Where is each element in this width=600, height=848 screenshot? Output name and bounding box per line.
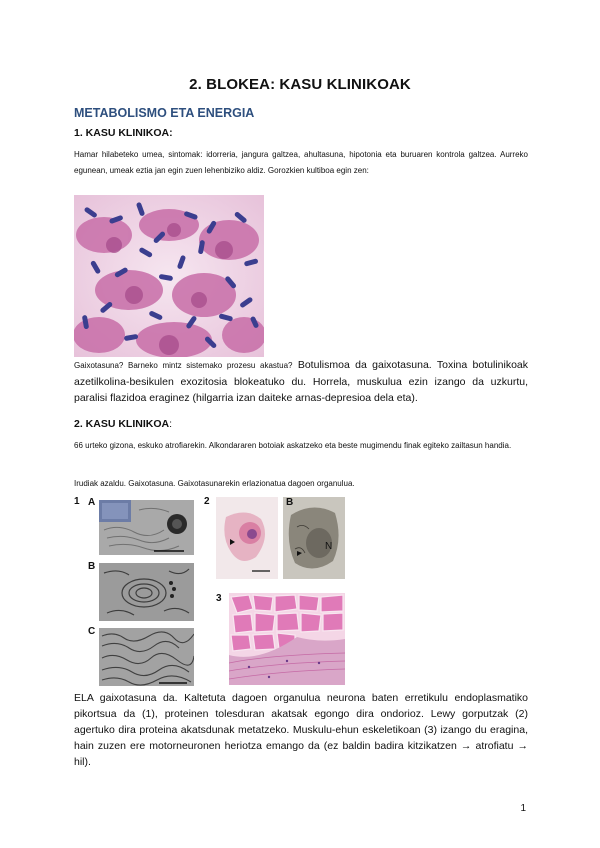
case1-question-answer [74, 357, 528, 406]
section-heading: METABOLISMO ETA ENERGIA [74, 106, 255, 120]
page-title: 2. BLOKEA: KASU KLINIKOAK [189, 76, 411, 93]
case1-answer: Botulismoa da gaixotasuna. Toxina botulinikoak azetilkolina-besikulen exozitosia blokeatuko du. Horrela, muskulua ezin izango da uzkurtu, paralisi flazidoa eraginez (hilgarria izan daiteke arnas-depresioa dela eta). [74, 359, 529, 404]
figure3-number: 3 [216, 593, 222, 604]
lewy-body-stain [216, 497, 278, 579]
figure1-number: 1 [74, 496, 80, 507]
em-image-c [99, 628, 194, 686]
case1-question: Gaixotasuna? Barneko mintz sistemako prozesu akastua? [74, 361, 293, 370]
muscle-tissue-image [229, 593, 345, 685]
muscle-he-stain [229, 593, 345, 685]
figure1-label-a: A [88, 497, 96, 508]
lewy-body-stain-image [216, 497, 278, 579]
page-number: 1 [520, 803, 526, 814]
em-micrograph-c [99, 628, 194, 686]
case2-answer: ELA gaixotasuna da. Kaltetuta dagoen organulua neurona baten erretikulu endoplasmatiko pikortsua da (1), proteinen tolesduran akatsak egongo dira ondorioz. Lewy gorputzak (2) agertuko dira proteina akatsdunak metatzeko. Muskulu-ehun eskeletikoan (3) izango du eragina, hain zuzen ere motorneuronen heriotza emango da (ez baldin badira kitzikatzen → atrofiatu → hil). [74, 692, 528, 768]
bacteria-culture-image [74, 195, 264, 357]
case1-heading: 1. KASU KLINIKOA: [74, 127, 173, 139]
figure2-label-b: B [286, 497, 294, 508]
em-image-b [99, 563, 194, 621]
case1-intro: Hamar hilabeteko umea, sintomak: idorreria, jangura galtzea, ahultasuna, hipotonia eta buruaren kontrola galtzea. Aurreko egunean, umeak eztia jan egin zuen lehenbiziko aldiz. Gorozkien kultiboa egin zen: [74, 150, 528, 175]
figure2-number: 2 [204, 496, 210, 507]
case2-intro: 66 urteko gizona, eskuko atrofiarekin. Alkondararen botoiak askatzeko eta beste mugimendu finak egiteko zailtasun handia. [74, 441, 512, 450]
em-micrograph-a [99, 500, 194, 555]
gram-stain-micrograph [74, 195, 264, 357]
figure1-label-c: C [88, 626, 96, 637]
em-image-a [99, 500, 194, 555]
figure2-label-n: N [325, 541, 333, 552]
neuron-em-image [283, 497, 345, 579]
figure1-label-b: B [88, 561, 96, 572]
em-micrograph-b [99, 563, 194, 621]
case2-prompt: Irudiak azaldu. Gaixotasuna. Gaixotasunarekin erlazionatua dagoen organulua. [74, 479, 355, 488]
case2-heading [74, 418, 172, 430]
neuron-em-micrograph [283, 497, 345, 579]
case2-heading-colon: : [169, 418, 173, 430]
case2-heading-text: 2. KASU KLINIKOA [74, 418, 170, 430]
